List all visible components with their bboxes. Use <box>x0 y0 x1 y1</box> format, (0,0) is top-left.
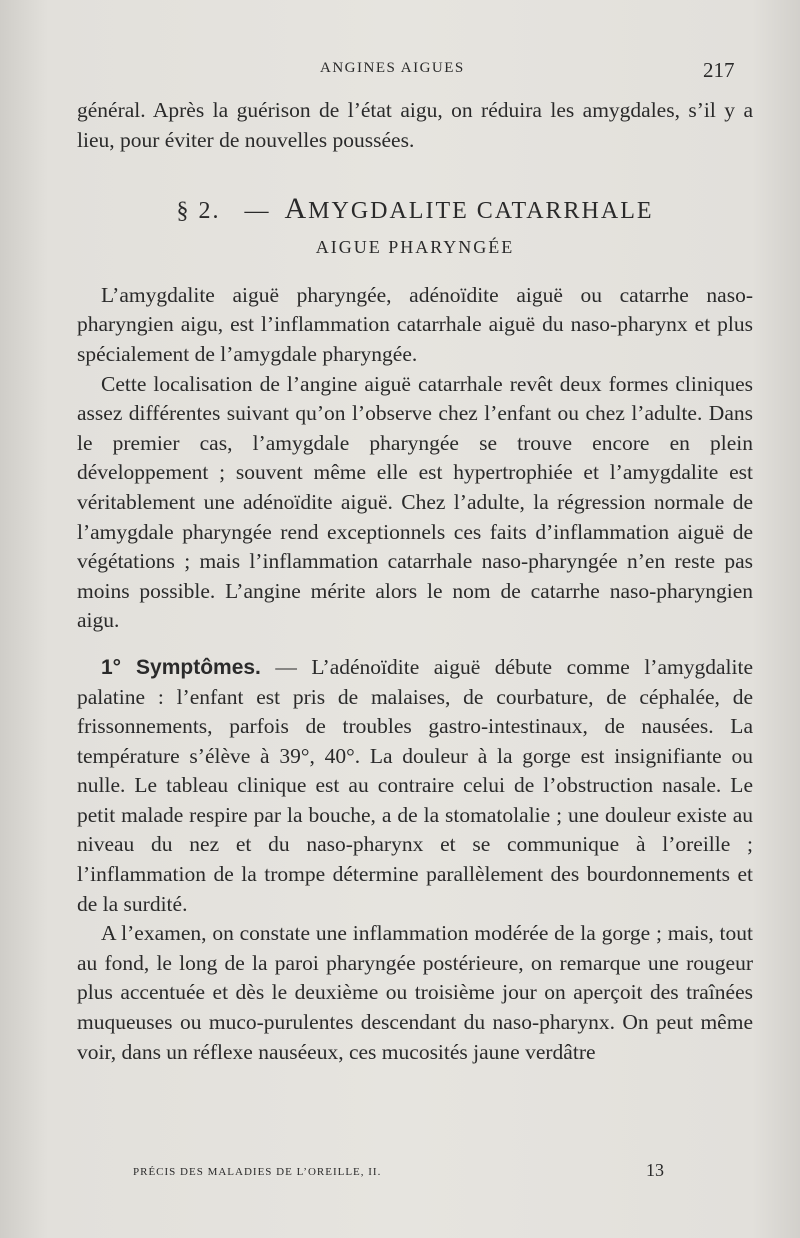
paragraph-definition: L’amygdalite aiguë pharyngée, adénoïdite aiguë ou catarrhe naso-pharyngien aigu, est l’inflammation catarrhale aiguë du naso-pharynx et plus spécialement de l’amygdale pharyngée. <box>77 282 753 366</box>
paragraph-symptoms <box>77 653 753 919</box>
paragraph-continuation: général. Après la guérison de l’état aigu, on réduira les amygdales, s’il y a lieu, pour éviter de nouvelles poussées. <box>77 98 753 152</box>
paragraph-examination: A l’examen, on constate une inflammation modérée de la gorge ; mais, tout au fond, le long de la paroi pharyngée postérieure, on remarque une rougeur plus accentuée et dès le deuxième ou troisième jour on aperçoit des traînées muqueuses ou muco-purulentes descendant du naso-pharynx. On peut même voir, dans un réflexe nauséeux, ces mucosités jaune verdâtre <box>77 921 753 1064</box>
page-footer <box>0 1160 800 1190</box>
body-text <box>77 96 753 1067</box>
footer-book-title: PRÉCIS DES MALADIES DE L’OREILLE, II. <box>133 1166 382 1178</box>
page-number: 217 <box>703 58 735 82</box>
section-title-initial: A <box>284 192 309 226</box>
page-header <box>0 56 800 86</box>
symptoms-heading: 1° Symptômes. <box>101 655 261 679</box>
section-title: MYGDALITE CATARRHALE <box>308 198 654 225</box>
paragraph-clinical-forms: Cette localisation de l’angine aiguë catarrhale revêt deux formes cliniques assez différentes suivant qu’on l’observe chez l’enfant ou chez l’adulte. Dans le premier cas, l’amygdale pharyngée se trouve encore en plein développement ; souvent même elle est hypertrophiée et l’amygdalite est véritablement une adénoïdite aiguë. Chez l’adulte, la régression normale de l’amygdale pharyngée rend exceptionnels ces faits d’inflammation aiguë de végétations ; mais l’inflammation catarrhale naso-pharyngée n’en reste pas moins possible. L’angine mérite alors le nom de catarrhe naso-pharyngien aigu. <box>77 371 753 633</box>
section-subtitle: AIGUE PHARYNGÉE <box>315 237 515 258</box>
section-number: § 2. <box>176 198 221 225</box>
section-heading <box>77 193 753 227</box>
section-dash: — <box>244 198 271 225</box>
running-title: ANGINES AIGUES <box>320 60 465 76</box>
symptoms-text: — L’adénoïdite aiguë débute comme l’amygdalite palatine : l’enfant est pris de malaises, de courbature, de céphalée, de frissonnements, parfois de troubles gastro-intestinaux, de nausées. La température s’élève à 39°, 40°. La douleur à la gorge est insignifiante ou nulle. Le tableau clinique est au contraire celui de l’obstruction nasale. Le petit malade respire par la bouche, a de la stomatolalie ; une douleur existe au niveau du nez et du naso-pharynx et se communique à l’oreille ; l’inflammation de la trompe détermine parallèlement des bourdonnements et de la surdité. <box>77 654 753 916</box>
signature-mark: 13 <box>646 1160 664 1180</box>
